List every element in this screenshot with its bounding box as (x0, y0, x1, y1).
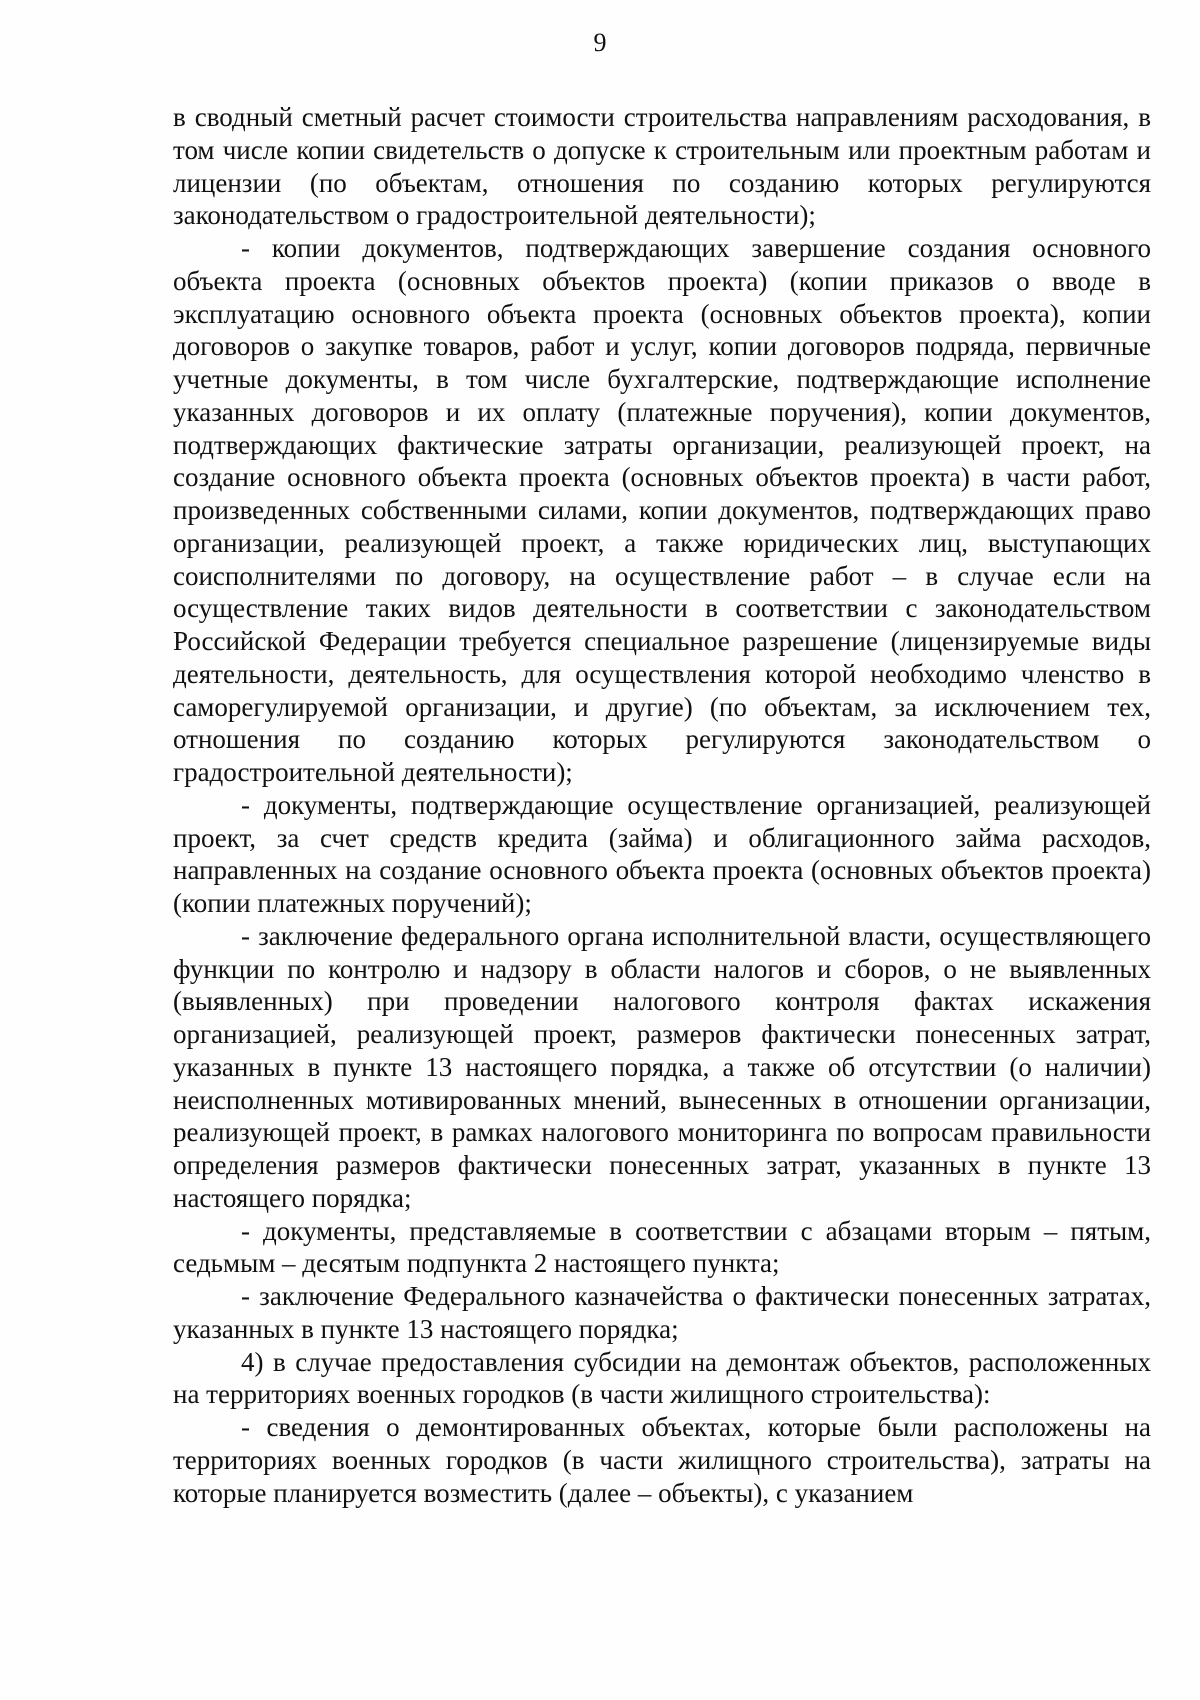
paragraph-subparagraph-4: 4) в случае предоставления субсидии на демонтаж объектов, расположенных на территориях военных городков (в части жилищного строительства): (173, 1346, 1151, 1410)
paragraph-dismantled-objects: - сведения о демонтированных объектах, которые были расположены на территориях военных городков (в части жилищного строительства), затраты на которые планируется возместить (далее – объекты), с указанием (173, 1412, 1151, 1508)
paragraph-tax-authority-conclusion: - заключение федерального органа исполнительной власти, осуществляющего функции по контролю и надзору в области налогов и сборов, о не выявленных (выявленных) при проведении налогового контроля фактах искажения организацией, реализующей проект, размеров фактически понесенных затрат, указанных в пункте 13 настоящего порядка, а также об отсутствии (о наличии) неисполненных мотивированных мнений, вынесенных в отношении организации, реализующей проект, в рамках налогового мониторинга по вопросам правильности определения размеров фактически понесенных затрат, указанных в пункте 13 настоящего порядка; (173, 920, 1151, 1213)
paragraph-completion-documents: - копии документов, подтверждающих завершение создания основного объекта проекта (основных объектов проекта) (копии приказов о вводе в эксплуатацию основного объекта проекта (основных объектов проекта), копии договоров о закупке товаров, работ и услуг, копии договоров подряда, первичные учетные документы, в том числе бухгалтерские, подтверждающие исполнение указанных договоров и их оплату (платежные поручения), копии документов, подтверждающих фактические затраты организации, реализующей проект, на создание основного объекта проекта (основных объектов проекта) в части работ, произведенных собственными силами, копии документов, подтверждающих право организации, реализующей проект, а также юридических лиц, выступающих соисполнителями по договору, на осуществление работ – в случае если на осуществление таких видов деятельности в соответствии с законодательством Российской Федерации требуется специальное разрешение (лицензируемые виды деятельности, деятельность, для осуществления которой необходимо членство в саморегулируемой организации, и другие) (по объектам, за исключением тех, отношения по созданию которых регулируются законодательством о градостроительной деятельности); (173, 233, 1151, 787)
page-number: 9 (593, 28, 607, 57)
paragraph-documents-per-subparagraph: - документы, представляемые в соответствии с абзацами вторым – пятым, седьмым – десятым подпункта 2 настоящего пункта; (173, 1215, 1151, 1279)
paragraph-continuation: в сводный сметный расчет стоимости строительства направлениям расходования, в том числе копии свидетельств о допуске к строительным или проектным работам и лицензии (по объектам, отношения по созданию которых регулируются законодательством о градостроительной деятельности); (173, 102, 1151, 231)
paragraph-treasury-conclusion: - заключение Федерального казначейства о фактически понесенных затратах, указанных в пункте 13 настоящего порядка; (173, 1281, 1151, 1344)
paragraph-credit-documents: - документы, подтверждающие осуществление организацией, реализующей проект, за счет средств кредита (займа) и облигационного займа расходов, направленных на создание основного объекта проекта (основных объектов проекта) (копии платежных поручений); (173, 789, 1151, 918)
document-body (173, 101, 1151, 1509)
